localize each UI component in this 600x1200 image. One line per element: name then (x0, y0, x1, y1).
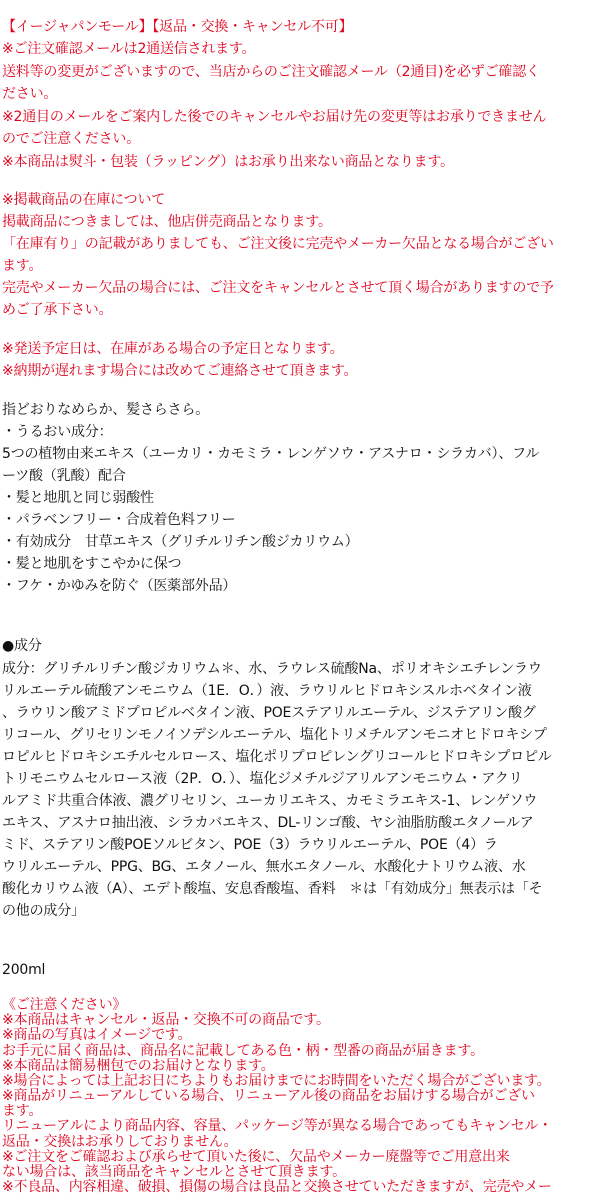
description-line: 5つの植物由来エキス（ユーカリ・カモミラ・レンゲソウ・アスナロ・シラカバ）、フル (2, 446, 540, 462)
ingredients-line: トリモニウムセルロース液（2P．O．）、塩化ジメチルジアリルアンモニウム・アクリ (2, 771, 523, 787)
ingredients-line: 、ラウリン酸アミドプロピルベタイン液、POEステアリルエーテル、ジステアリン酸グ (2, 705, 536, 721)
ingredients-line: 成分：グリチルリチン酸ジカリウム＊、水、ラウレス硫酸Na、ポリオキシエチレンラウ (2, 661, 542, 677)
header-notice-line: のでご注意ください。 (2, 131, 140, 147)
shipping-notice-line: ※納期が遅れます場合には改めてご連絡させて頂きます。 (2, 363, 358, 379)
ingredients-line: ウリルエーテル、PPG、BG、エタノール、無水エタノール、水酸化ナトリウム液、水 (2, 859, 526, 875)
ingredients-line: リコール、グリセリンモノイソデシルエーテル、塩化トリメチルアンモニオヒドロキシプ (2, 727, 547, 743)
stock-notice-line: 「在庫有り」の記載がありましても、ご注文後に完売やメーカー欠品となる場合がござい (2, 236, 554, 252)
header-notice-line: ※ご注文確認メールは2通送信されます。 (2, 41, 256, 57)
stock-notice-line: 完売やメーカー欠品の場合には、ご注文をキャンセルとさせて頂く場合がありますので予 (2, 280, 554, 296)
caution-line: ※商品の写真はイメージです。 (2, 1027, 192, 1043)
header-notice-line: 送料等の変更がございますので、当店からのご注文確認メール（2通目)を必ずご確認く (2, 64, 540, 80)
ingredients-line: ミド、ステアリン酸POEソルビタン、POE（3）ラウリルエーテル、POE（4）ラ (2, 837, 498, 853)
ingredients-line: ルアミド共重合体液、濃グリセリン、ユーカリエキス、カモミラエキス-1、レンゲソウ (2, 793, 538, 809)
stock-notice-line: めご了承下さい。 (2, 302, 113, 318)
description-line: ・パラベンフリー・合成着色料フリー (2, 512, 236, 528)
caution-line: 《ご注意ください》 (2, 997, 127, 1013)
header-notice-line: ださい。 (2, 86, 58, 102)
ingredients-heading: ●成分 (2, 638, 42, 654)
description-line: ・髪と地肌と同じ弱酸性 (2, 490, 154, 506)
ingredients-line: 酸化カリウム液（A）、エデト酸塩、安息香酸塩、香料 ＊は「有効成分」無表示は「そ (2, 881, 543, 897)
caution-line: ます。 (2, 1103, 43, 1119)
description-line: ・うるおい成分： (2, 424, 113, 440)
ingredients-line: の他の成分」 (2, 903, 85, 919)
caution-line: ない場合は、該当商品をキャンセルとさせて頂きます。 (2, 1164, 346, 1180)
caution-line: お手元に届く商品は、商品名に記載してある色・柄・型番の商品が届きます。 (2, 1043, 484, 1059)
volume-text: 200ml (2, 962, 46, 978)
caution-line: ※場合によっては上記お日にちよりもお届けまでにお時間をいただく場合がございます。 (2, 1073, 551, 1089)
header-notice-line: ※本商品は熨斗・包装（ラッピング）はお承り出来ない商品となります。 (2, 154, 454, 170)
caution-line: ※不良品、内容相違、破損、損傷の場合は良品と交換させていただきますが、完売やメー (2, 1179, 552, 1195)
shipping-notice-line: ※発送予定日は、在庫がある場合の予定日となります。 (2, 341, 344, 357)
caution-line: 返品・交換はお承りしておりません。 (2, 1134, 238, 1150)
caution-line: ※本商品はキャンセル・返品・交換不可の商品です。 (2, 1012, 330, 1028)
stock-notice-line: 掲載商品につきましては、他店併売商品となります。 (2, 214, 332, 230)
ingredients-line: エキス、アスナロ抽出液、シラカバエキス、DL-リンゴ酸、ヤシ油脂肪酸エタノールア (2, 815, 534, 831)
caution-line: ※ご注文をご確認および承らせて頂いた後に、欠品やメーカー廃盤等でご用意出来 (2, 1149, 510, 1165)
caution-line: ※商品がリニューアルしている場合、リニューアル後の商品をお届けする場合がござい (2, 1088, 535, 1104)
description-line: ・髪と地肌をすこやかに保つ (2, 556, 182, 572)
header-notice-line: ※2通目のメールをご案内した後でのキャンセルやお届け先の変更等はお承りできません (2, 109, 547, 125)
header-notice-line: 【イージャパンモール】【返品・交換・キャンセル不可】 (2, 19, 353, 35)
ingredients-line: リルエーテル硫酸アンモニウム（1E．O．）液、ラウリルヒドロキシスルホベタイン液 (2, 683, 532, 699)
description-line: ・有効成分 甘草エキス（グリチルリチン酸ジカリウム） (2, 534, 359, 550)
stock-notice-line: ※掲載商品の在庫について (2, 192, 166, 208)
description-line: 指どおりなめらか、髪さらさら。 (2, 402, 209, 418)
description-line: ・フケ・かゆみを防ぐ（医薬部外品） (2, 578, 237, 594)
description-line: ーツ酸（乳酸）配合 (2, 468, 126, 484)
caution-line: リニューアルにより商品内容、容量、パッケージ等が異なる場合であってもキャンセル・ (2, 1118, 553, 1134)
stock-notice-line: ます。 (2, 258, 43, 274)
ingredients-line: ロピルヒドロキシエチルセルロース、塩化ポリプロピレングリコールヒドロキシプロピル (2, 749, 552, 765)
caution-line: ※本商品は簡易梱包でのお届けとなります。 (2, 1058, 275, 1074)
